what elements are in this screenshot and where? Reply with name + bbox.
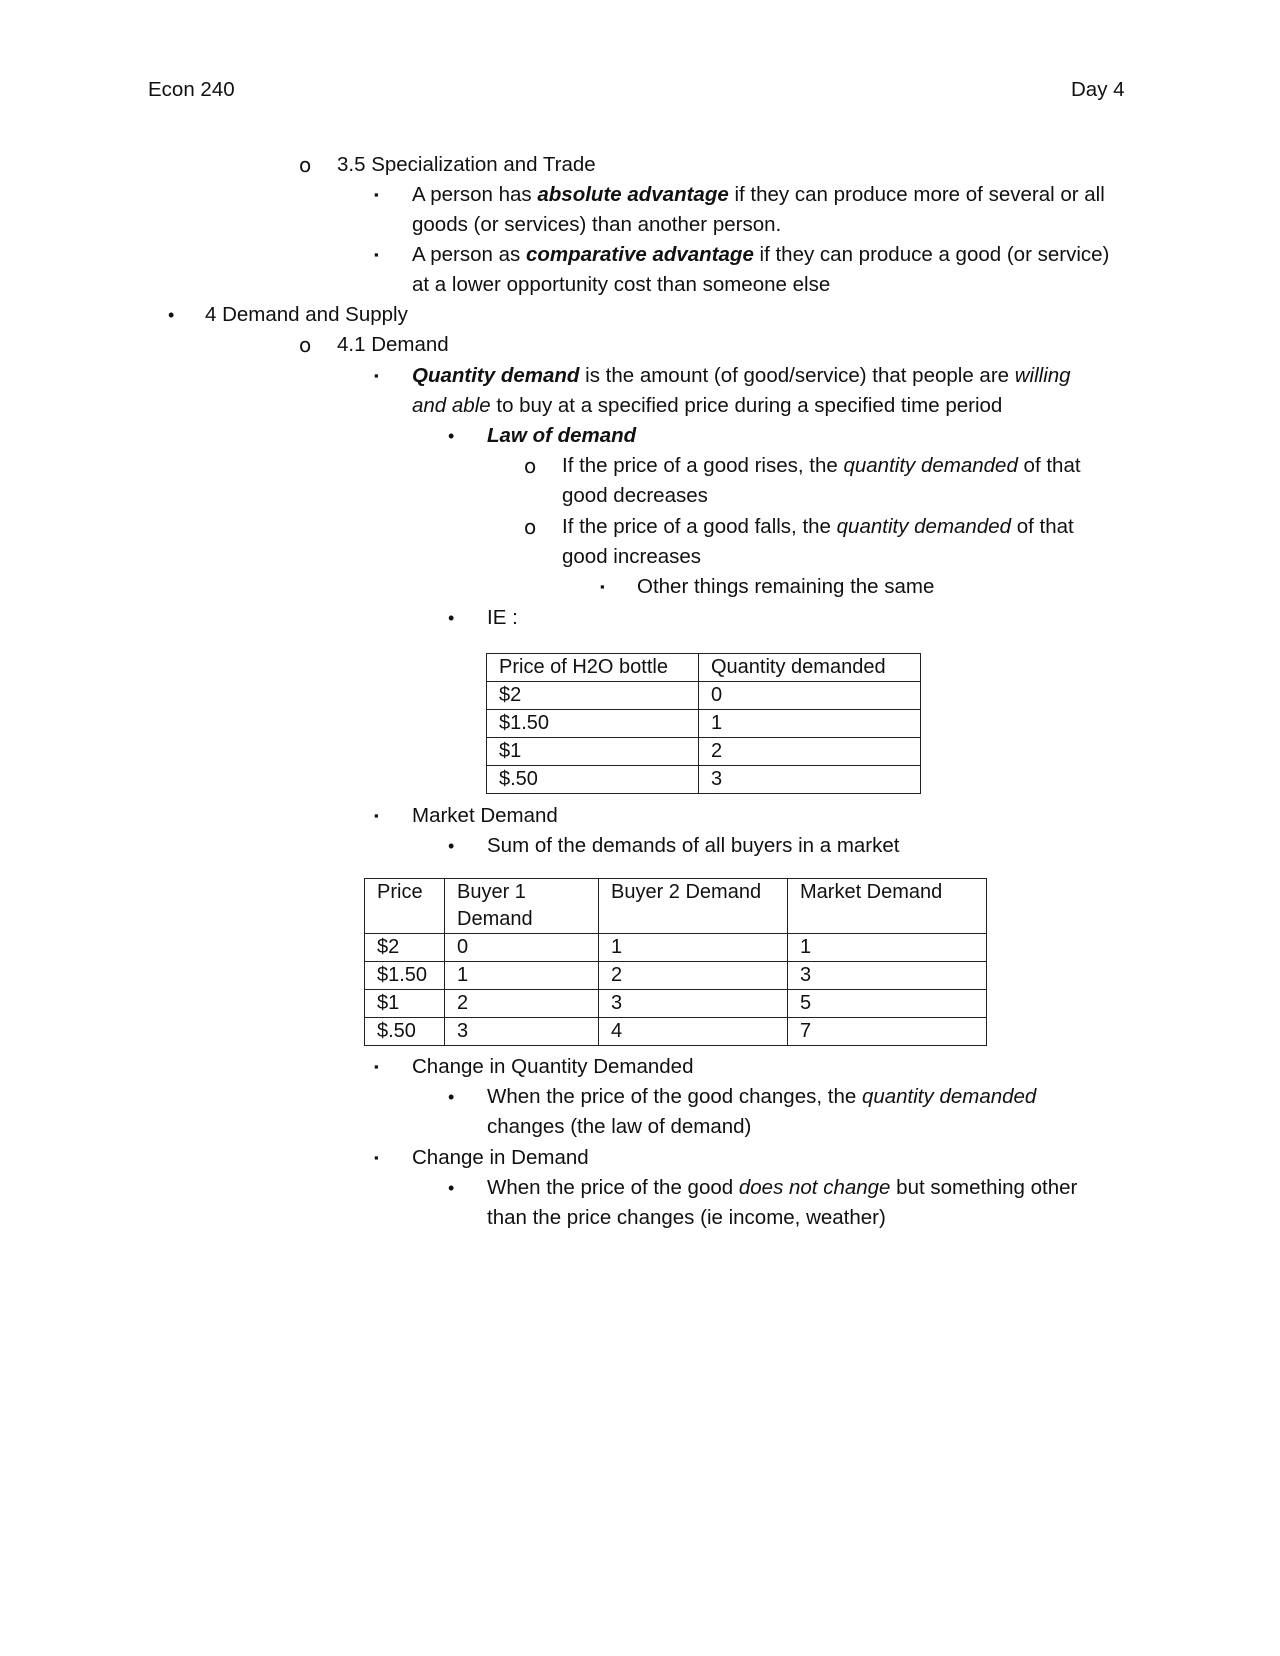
table-header-cell (445, 879, 599, 934)
table-header-cell: Market Demand (788, 879, 987, 934)
table-cell: $2 (365, 934, 445, 962)
table-cell: $1 (365, 990, 445, 1018)
law-of-demand-title: Law of demand (487, 424, 637, 447)
other-things-same: Other things remaining the same (637, 575, 935, 598)
table-cell: 2 (699, 738, 921, 766)
table-row (487, 682, 921, 710)
market-demand-title: Market Demand (412, 804, 558, 827)
comparative-advantage-line-1: A person as comparative advantage if they can produce a good (or service) (412, 243, 1110, 266)
table-row (487, 738, 921, 766)
change-demand-title: Change in Demand (412, 1146, 589, 1169)
header-line: Buyer 1 (457, 881, 526, 903)
table-header-cell: Buyer 2 Demand (599, 879, 788, 934)
bullet-dot: • (448, 836, 455, 856)
table-cell: $2 (487, 682, 699, 710)
table-cell: 3 (699, 766, 921, 794)
table-cell: 1 (788, 934, 987, 962)
table-cell: $1.50 (365, 962, 445, 990)
bullet-square: ▪ (374, 187, 379, 202)
bullet-square: ▪ (600, 579, 605, 594)
table-row (365, 1018, 987, 1046)
bullet-circle: o (524, 515, 537, 539)
change-demand-line-1: When the price of the good does not change but something other (487, 1176, 1078, 1199)
change-qd-line-1: When the price of the good changes, the quantity demanded (487, 1085, 1037, 1108)
table-cell: $.50 (365, 1018, 445, 1046)
section-title: 3.5 Specialization and Trade (337, 153, 596, 176)
table-cell: $1 (487, 738, 699, 766)
table-header-row (487, 654, 921, 682)
header-line: Demand (457, 908, 533, 930)
demand-table (486, 653, 921, 794)
table-cell: 5 (788, 990, 987, 1018)
table-cell: $.50 (487, 766, 699, 794)
absolute-advantage-line-2: goods (or services) than another person. (412, 213, 782, 236)
table-cell: $1.50 (487, 710, 699, 738)
table-cell: 7 (788, 1018, 987, 1046)
table-cell: 1 (699, 710, 921, 738)
bullet-square: ▪ (374, 1150, 379, 1165)
table-row (487, 766, 921, 794)
market-demand-desc: Sum of the demands of all buyers in a market (487, 834, 900, 857)
table-header-row (365, 879, 987, 934)
table-cell: 1 (445, 962, 599, 990)
law-fall-line-1: If the price of a good falls, the quantity demanded of that (562, 515, 1074, 538)
bullet-dot: • (448, 1087, 455, 1107)
table-row (365, 962, 987, 990)
section-title: 4 Demand and Supply (205, 303, 408, 326)
bullet-circle: o (299, 333, 312, 357)
table-cell: 4 (599, 1018, 788, 1046)
change-qd-line-2: changes (the law of demand) (487, 1115, 752, 1138)
header-day: Day 4 (1071, 78, 1125, 101)
table-cell: 2 (599, 962, 788, 990)
law-rise-line-1: If the price of a good rises, the quantity demanded of that (562, 454, 1081, 477)
table-row (487, 710, 921, 738)
quantity-demand-line-1: Quantity demand is the amount (of good/service) that people are willing (412, 364, 1071, 387)
table-cell: 1 (599, 934, 788, 962)
market-demand-table (364, 878, 987, 1046)
absolute-advantage-line-1: A person has absolute advantage if they can produce more of several or all (412, 183, 1105, 206)
comparative-advantage-line-2: at a lower opportunity cost than someone else (412, 273, 831, 296)
table-cell: 2 (445, 990, 599, 1018)
change-demand-line-2: than the price changes (ie income, weather) (487, 1206, 886, 1229)
bullet-square: ▪ (374, 1059, 379, 1074)
ie-label: IE : (487, 606, 518, 629)
change-qd-title: Change in Quantity Demanded (412, 1055, 694, 1078)
table-cell: 3 (788, 962, 987, 990)
bullet-square: ▪ (374, 247, 379, 262)
quantity-demand-line-2: and able to buy at a specified price during a specified time period (412, 394, 1003, 417)
table-row (365, 990, 987, 1018)
bullet-dot: • (448, 426, 455, 446)
table-header-cell: Quantity demanded (699, 654, 921, 682)
table-cell: 0 (445, 934, 599, 962)
table-header-cell: Price of H2O bottle (487, 654, 699, 682)
table-cell: 3 (445, 1018, 599, 1046)
law-rise-line-2: good decreases (562, 484, 708, 507)
table-row (365, 934, 987, 962)
bullet-circle: o (524, 454, 537, 478)
bullet-square: ▪ (374, 808, 379, 823)
bullet-circle: o (299, 153, 312, 177)
bullet-dot: • (448, 1178, 455, 1198)
bullet-square: ▪ (374, 368, 379, 383)
bullet-dot: • (448, 608, 455, 628)
header-course: Econ 240 (148, 78, 235, 101)
table-cell: 3 (599, 990, 788, 1018)
table-cell: 0 (699, 682, 921, 710)
bullet-dot: • (168, 305, 175, 325)
law-fall-line-2: good increases (562, 545, 702, 568)
subsection-title: 4.1 Demand (337, 333, 449, 356)
table-header-cell: Price (365, 879, 445, 934)
